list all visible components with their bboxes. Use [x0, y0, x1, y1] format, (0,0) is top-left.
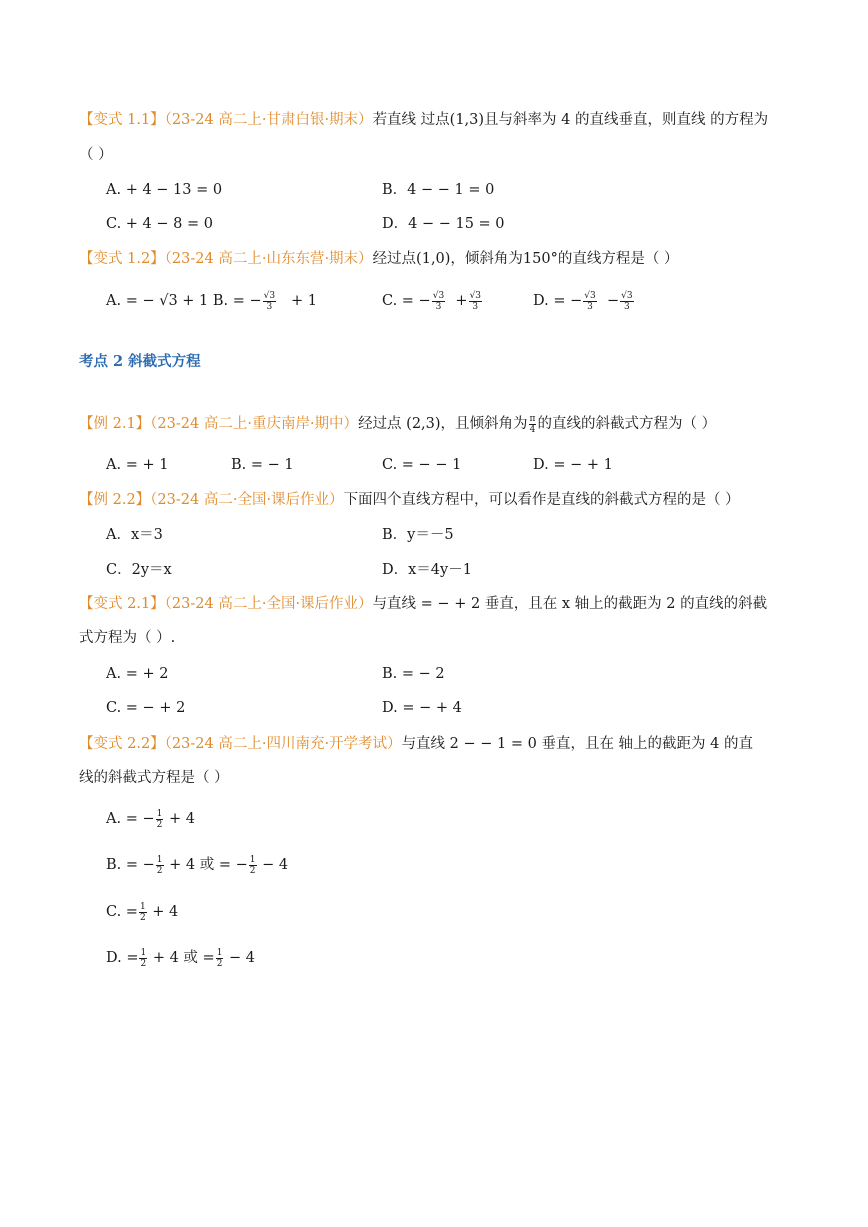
numerator: 1: [156, 854, 163, 865]
question-ex21: [79, 413, 808, 435]
question-text: 的直线的斜截式方程为（ ）: [537, 416, 717, 432]
option-text: + 1: [290, 293, 317, 309]
numerator: √3: [584, 290, 596, 301]
numerator: √3: [621, 290, 633, 301]
numerator: 1: [216, 947, 223, 958]
question-v22-line1: [79, 733, 808, 755]
numerator: π: [529, 413, 536, 424]
option-text: + 4 或 =: [148, 950, 215, 966]
option-text: C. = −: [382, 293, 431, 309]
option-c: C. = − − 1: [382, 457, 462, 473]
option-text: C. =: [106, 904, 138, 920]
denominator: 3: [587, 301, 593, 312]
denominator: 3: [266, 301, 273, 312]
option-d: D. = − + 1: [533, 457, 613, 473]
option-text: + 4: [147, 904, 179, 920]
option-b: B. = − 2: [382, 666, 445, 682]
fraction: [139, 948, 147, 969]
fraction: [156, 809, 164, 830]
option-d: [106, 947, 255, 969]
fraction: [156, 855, 164, 876]
question-text: 经过点 (2,3)，且倾斜角为: [358, 416, 528, 432]
option-text: + 4 或 = −: [164, 857, 248, 873]
question-source: （23-24 高二上·全国·课后作业）: [164, 596, 373, 612]
denominator: 3: [435, 301, 442, 312]
question-v11-line2: [79, 144, 808, 166]
option-a-b: [106, 290, 317, 312]
fraction: [469, 291, 482, 312]
option-text: A. = − √3 + 1 B. = −: [106, 293, 262, 309]
option-a: A. = + 1: [106, 457, 169, 473]
option-text: D. =: [106, 950, 139, 966]
question-source: （23-24 高二上·重庆南岸·期中）: [150, 416, 359, 432]
question-source: （23-24 高二·全国·课后作业）: [150, 492, 344, 508]
option-text: + 4: [164, 811, 195, 827]
option-b: B．y＝－5: [382, 527, 454, 543]
option-c: C. + 4 − 8 = 0: [106, 216, 213, 232]
denominator: 2: [249, 865, 256, 876]
fraction: [620, 291, 633, 312]
question-v21-line1: [79, 593, 808, 615]
option-b: B. = − 1: [231, 457, 294, 473]
numerator: 1: [156, 808, 163, 819]
option-d: D．x＝4y－1: [382, 562, 472, 578]
option-a: A. + 4 − 13 = 0: [106, 182, 223, 198]
numerator: 1: [249, 854, 256, 865]
question-source: （23-24 高二上·四川南充·开学考试）: [164, 736, 402, 752]
option-text: A. = −: [106, 811, 155, 827]
fraction: [139, 902, 147, 923]
question-tag: 【例 2.2】: [79, 492, 151, 508]
question-tag: 【变式 1.1】: [79, 112, 165, 128]
option-a: A. = + 2: [106, 666, 169, 682]
question-source: （23-24 高二上·甘肃白银·期末）: [164, 112, 373, 128]
denominator: 2: [216, 958, 223, 969]
question-text: 与直线 2 − − 1 = 0 垂直，且在 轴上的截距为 4 的直: [401, 736, 754, 752]
option-c: [106, 901, 178, 923]
option-text: − 4: [224, 950, 256, 966]
option-b: B．4 − − 1 = 0: [382, 182, 495, 198]
fraction: [529, 414, 537, 435]
option-c: C．2y＝x: [106, 562, 172, 578]
option-text: B. = −: [106, 857, 155, 873]
question-text: 若直线 过点(1,3)且与斜率为 4 的直线垂直，则直线 的方程为: [372, 112, 769, 128]
question-v21-line2: 式方程为（ ）.: [79, 630, 176, 646]
fraction: [216, 948, 224, 969]
question-text: 经过点(1,0)，倾斜角为150°的直线方程是（ ）: [372, 251, 679, 267]
question-text: 下面四个直线方程中，可以看作是直线的斜截式方程的是（ ）: [343, 492, 740, 508]
option-d: D．4 − − 15 = 0: [382, 216, 505, 232]
question-tag: 【变式 2.2】: [79, 736, 165, 752]
question-text: （ ）: [79, 147, 113, 163]
numerator: 1: [139, 901, 146, 912]
denominator: 2: [156, 819, 163, 830]
denominator: 2: [156, 865, 163, 876]
denominator: 2: [139, 912, 146, 923]
question-text: 与直线 = − + 2 垂直，且在 x 轴上的截距为 2 的直线的斜截: [372, 596, 768, 612]
option-a: [106, 808, 195, 830]
denominator: 3: [623, 301, 630, 312]
numerator: √3: [432, 290, 445, 301]
question-v11-line1: [79, 109, 808, 131]
option-c: [382, 290, 483, 312]
option-text: D. = −: [533, 293, 583, 309]
question-ex22: [79, 489, 808, 511]
option-text: − 4: [257, 857, 289, 873]
numerator: 1: [140, 947, 147, 958]
question-tag: 【变式 1.2】: [79, 251, 165, 267]
fraction: [249, 855, 257, 876]
question-source: （23-24 高二上·山东东营·期末）: [164, 251, 373, 267]
operator: −: [606, 293, 620, 309]
question-v12-line1: [79, 248, 808, 270]
numerator: √3: [469, 290, 482, 301]
option-a: A．x＝3: [106, 527, 163, 543]
option-d: D. = − + 4: [382, 700, 462, 716]
numerator: √3: [263, 290, 276, 301]
denominator: 4: [529, 424, 536, 435]
fraction: [583, 291, 596, 312]
denominator: 3: [472, 301, 479, 312]
section-heading: 考点 2 斜截式方程: [79, 353, 201, 370]
denominator: 2: [140, 958, 147, 969]
fraction: [263, 291, 276, 312]
option-b: [106, 854, 288, 876]
operator: +: [455, 293, 468, 309]
question-v22-line2: 线的斜截式方程是（ ）: [79, 770, 229, 786]
option-c: C. = − + 2: [106, 700, 186, 716]
question-tag: 【例 2.1】: [79, 416, 151, 432]
fraction: [432, 291, 445, 312]
option-d: [533, 290, 635, 312]
question-tag: 【变式 2.1】: [79, 596, 165, 612]
